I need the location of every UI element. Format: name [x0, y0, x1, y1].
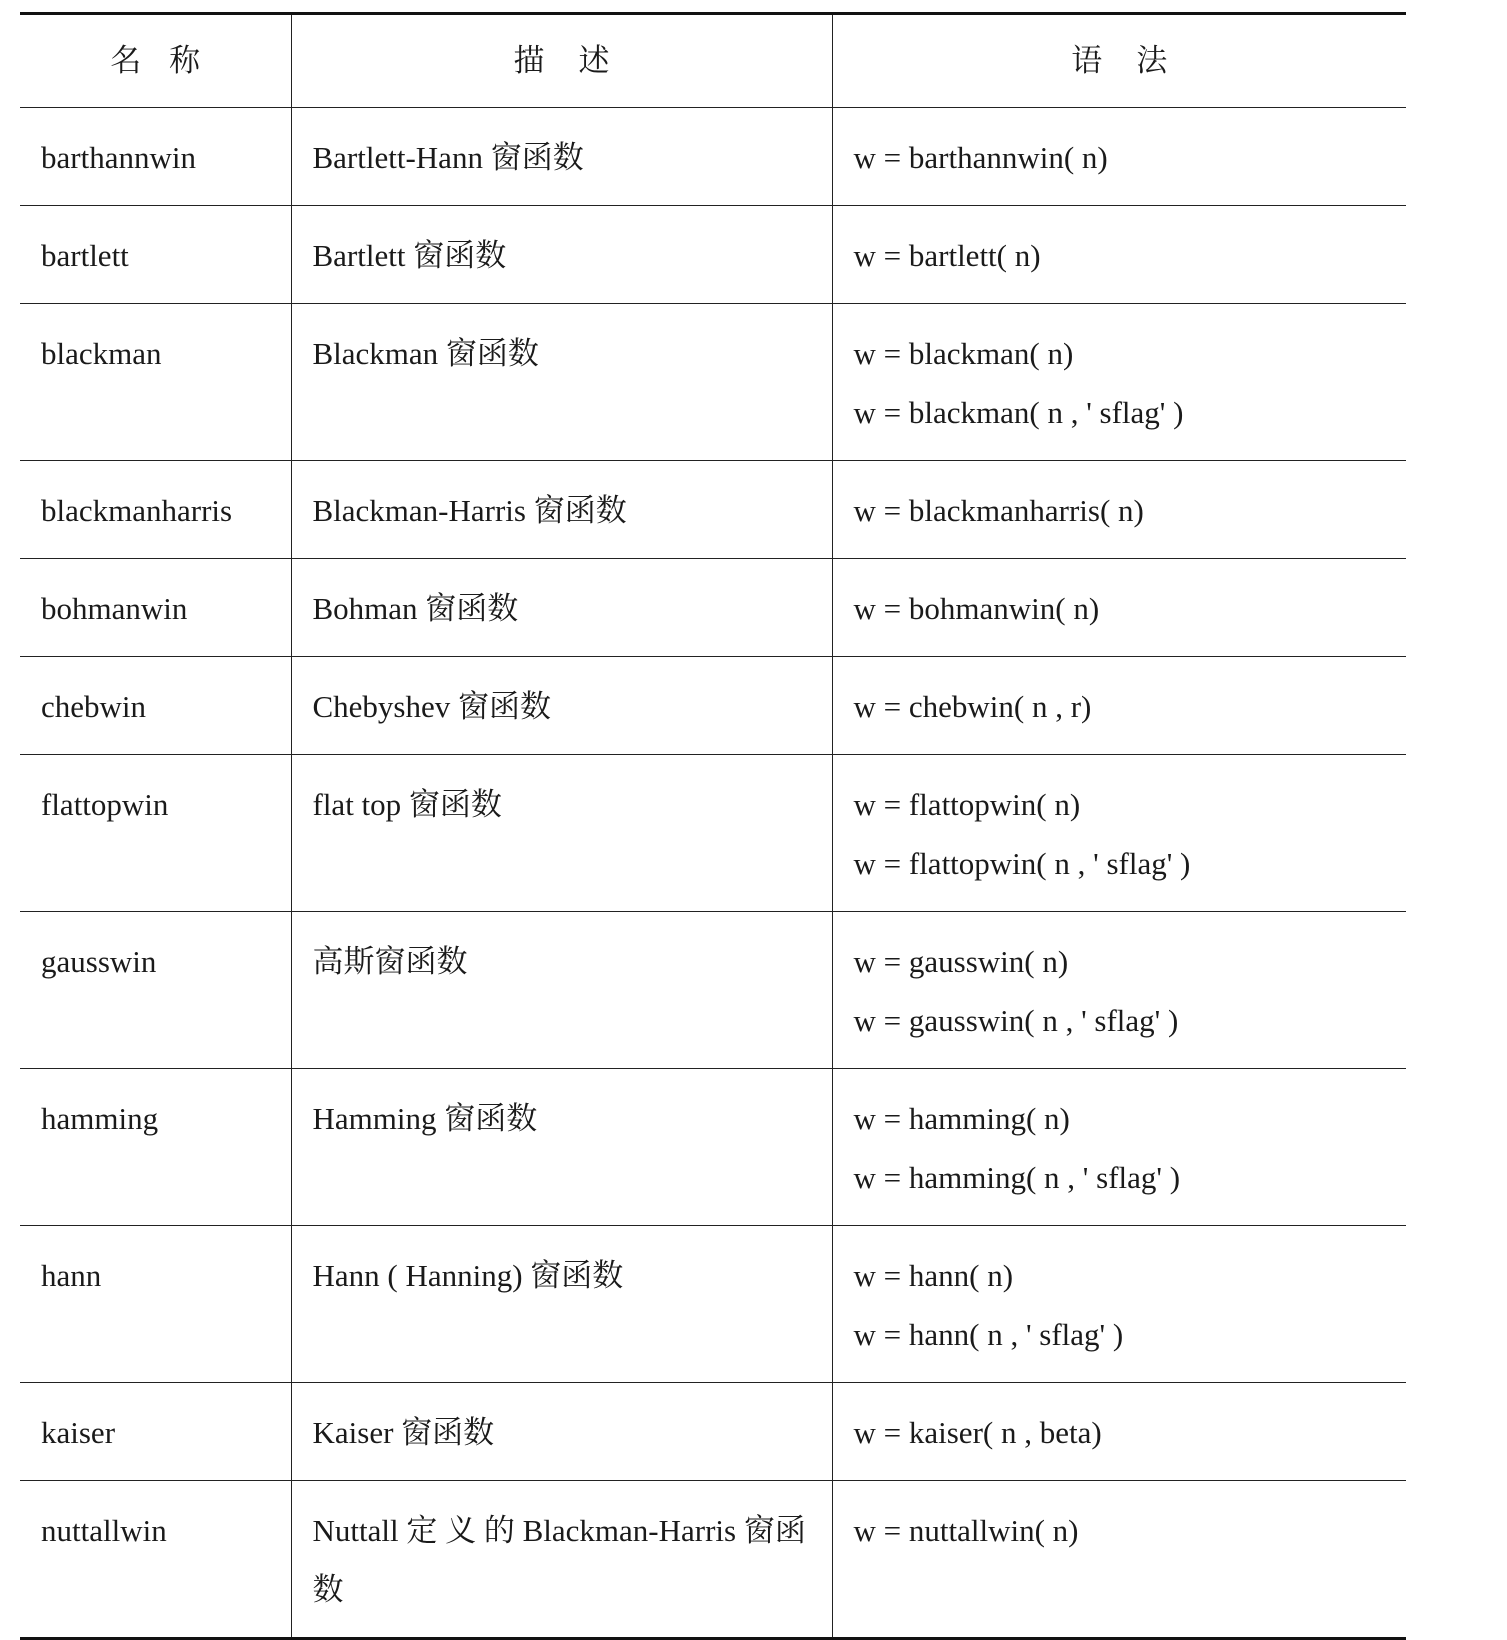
syntax-line: w = gausswin( n , ' sflag' ) [853, 1003, 1179, 1038]
function-description-cell: Hann ( Hanning) 窗函数 [291, 1226, 832, 1383]
table-row [20, 755, 1406, 912]
table-row [20, 304, 1406, 461]
function-name-cell: barthannwin [20, 108, 291, 206]
function-description-cell: flat top 窗函数 [291, 755, 832, 912]
function-description-cell: Kaiser 窗函数 [291, 1383, 832, 1481]
syntax-line: w = hamming( n , ' sflag' ) [853, 1160, 1181, 1195]
function-name-cell: chebwin [20, 657, 291, 755]
table-row [20, 1069, 1406, 1226]
syntax-line: w = barthannwin( n) [853, 140, 1108, 175]
function-name-cell: bartlett [20, 206, 291, 304]
syntax-line: w = hann( n) [853, 1258, 1014, 1293]
function-syntax-cell [832, 461, 1406, 559]
table-row [20, 1226, 1406, 1383]
function-description-cell: Blackman-Harris 窗函数 [291, 461, 832, 559]
syntax-line: w = blackman( n , ' sflag' ) [853, 395, 1184, 430]
syntax-line: w = gausswin( n) [853, 944, 1069, 979]
function-syntax-cell [832, 559, 1406, 657]
syntax-line: w = chebwin( n , r) [853, 689, 1092, 724]
header-syntax: 语法 [832, 14, 1406, 108]
function-description-cell: Bohman 窗函数 [291, 559, 832, 657]
table-row [20, 1383, 1406, 1481]
function-description-cell: 高斯窗函数 [291, 912, 832, 1069]
window-functions-table [20, 12, 1406, 1640]
function-syntax-cell [832, 206, 1406, 304]
function-syntax-cell [832, 912, 1406, 1069]
table-row [20, 108, 1406, 206]
header-row [20, 14, 1406, 108]
function-name-cell: kaiser [20, 1383, 291, 1481]
syntax-line: w = flattopwin( n) [853, 787, 1081, 822]
function-name-cell: nuttallwin [20, 1481, 291, 1639]
function-description-cell: Chebyshev 窗函数 [291, 657, 832, 755]
table-header [20, 14, 1406, 108]
function-name-cell: blackmanharris [20, 461, 291, 559]
function-description-cell: Bartlett-Hann 窗函数 [291, 108, 832, 206]
function-syntax-cell [832, 657, 1406, 755]
syntax-line: w = hamming( n) [853, 1101, 1070, 1136]
function-name-cell: flattopwin [20, 755, 291, 912]
table-row [20, 912, 1406, 1069]
table-row [20, 657, 1406, 755]
table-row [20, 1481, 1406, 1639]
function-syntax-cell [832, 755, 1406, 912]
function-name-cell: blackman [20, 304, 291, 461]
function-syntax-cell [832, 304, 1406, 461]
function-description-cell: Blackman 窗函数 [291, 304, 832, 461]
syntax-line: w = nuttallwin( n) [853, 1513, 1079, 1548]
table-row [20, 461, 1406, 559]
function-name-cell: hamming [20, 1069, 291, 1226]
function-description-cell: Nuttall 定 义 的 Blackman-Harris 窗函数 [291, 1481, 832, 1639]
function-name-cell: hann [20, 1226, 291, 1383]
function-name-cell: gausswin [20, 912, 291, 1069]
function-syntax-cell [832, 1069, 1406, 1226]
syntax-line: w = blackman( n) [853, 336, 1074, 371]
table-row [20, 206, 1406, 304]
syntax-line: w = bartlett( n) [853, 238, 1041, 273]
syntax-line: w = hann( n , ' sflag' ) [853, 1317, 1124, 1352]
function-name-cell: bohmanwin [20, 559, 291, 657]
syntax-line: w = blackmanharris( n) [853, 493, 1144, 528]
syntax-line: w = flattopwin( n , ' sflag' ) [853, 846, 1191, 881]
function-description-cell: Bartlett 窗函数 [291, 206, 832, 304]
table-row [20, 559, 1406, 657]
syntax-line: w = kaiser( n , beta) [853, 1415, 1102, 1450]
header-name: 名称 [110, 43, 229, 78]
function-syntax-cell [832, 1481, 1406, 1639]
function-syntax-cell [832, 108, 1406, 206]
function-syntax-cell [832, 1226, 1406, 1383]
header-description: 描述 [291, 14, 832, 108]
function-description-cell: Hamming 窗函数 [291, 1069, 832, 1226]
table-body [20, 108, 1406, 1639]
syntax-line: w = bohmanwin( n) [853, 591, 1100, 626]
function-syntax-cell [832, 1383, 1406, 1481]
